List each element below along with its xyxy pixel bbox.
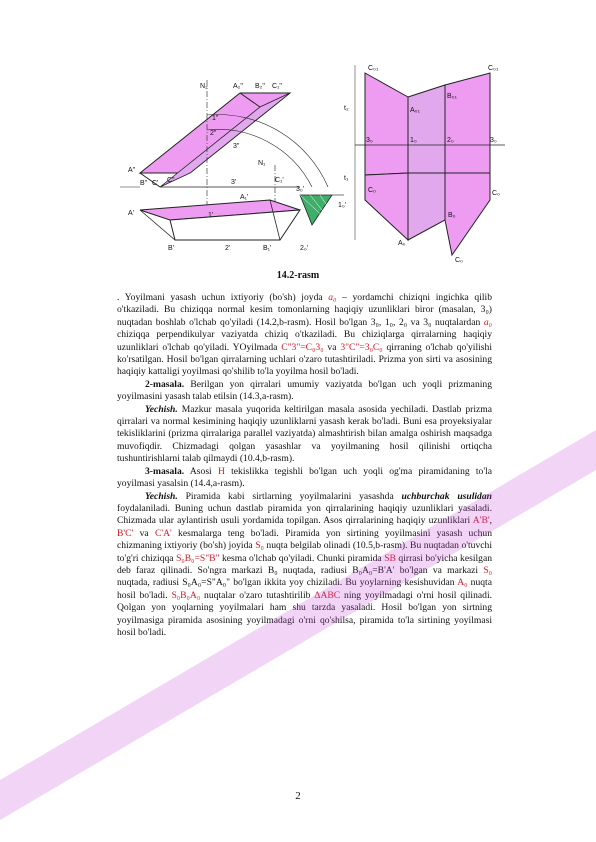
label-t-up: t₂ — [344, 105, 349, 112]
problem-label: 3-masala. — [145, 465, 185, 477]
text-run: kesmalarga teng bo'ladi. Piramida yon sirtining yoyilmasini yasash uchun chizmaning ixtiyoriy (bo'sh) joyida — [117, 527, 492, 552]
highlight: S₀B₀=S"B" — [176, 552, 220, 564]
label-1p: 1' — [208, 212, 214, 219]
text-run: Mazkur masala yuqorida keltirilgan masala asosida yechiladi. Dastlab prizma qirralari va normal kesimining haqiqiy uzunliklarni yasash kerak bo'ladi. Buni esa proyeksiyalar tekisliklarini (prizma qirralariga parallel vaziyatda) almashtirish bilan amalga oshirish maqsadga muvofiqdir. Chizmadagi qolgan yasashlar va yoyilmaning hosil qilinishi ortiqcha tushuntirishlarni talab qilmaydi (10.4,b-rasm). — [117, 403, 492, 465]
highlight: B'C' — [117, 527, 134, 539]
label-b1p: B₁' — [263, 245, 272, 252]
label-a0: A₀ — [398, 240, 406, 247]
label-a2: A₂" — [233, 83, 243, 90]
paragraph-1 — [117, 292, 492, 379]
text-run: qirrasi bo'yicha kesilgan deb faraz qilinadi. So'ngra markazi B₀ nuqtada, radiusi B₀A₀=B'A' bo'lgan va markazi — [117, 552, 493, 576]
text-run: tekislikka tegishli bo'lgan uch yoqli og'ma piramidaning to'la yoyilmasi yasalsin (14.4,a-rasm). — [117, 465, 493, 490]
label-a-pp: A" — [128, 167, 136, 174]
development-face-5 — [408, 173, 445, 240]
label-a01: A₀₁ — [410, 107, 420, 114]
label-2-0: 2₀' — [300, 245, 309, 252]
text-run: va — [323, 341, 341, 353]
text-run: ning yoyilmadagi o'rni hosil qilinadi. Qolgan yon yoqlarning yoyilmalari ham shu tarzda yasaladi. Hosil bo'lgan yon sirtning yoyilmasiga piramida asosining yoyilmadagi o'rni qo'shilsa, piramida to'la sirtining yoyilmasi hosil bo'ladi. — [117, 589, 493, 638]
text-run: chiziqqa perpendikulyar vaziyatda chiziq o'tkaziladi. Bu chiziqlarga qirralarning haqiqiy uzunliklari o'lchab qo'yiladi. YOyilmada — [117, 329, 492, 353]
label-b01: B₀₁ — [447, 93, 457, 100]
text-run: nuqtalar o'zaro tutashtirilib — [200, 589, 315, 601]
highlight: A'B' — [472, 515, 490, 527]
text-run: , — [489, 515, 492, 527]
highlight: SB — [384, 552, 396, 564]
label-3-0c: 3₀ — [490, 137, 497, 144]
method-name: uchburchak usulidan — [401, 490, 492, 502]
label-3pp: 3" — [233, 143, 240, 150]
label-3-0: 3₀' — [296, 186, 305, 193]
label-c0: C₀ — [368, 187, 376, 194]
paragraph-4 — [117, 466, 492, 491]
solution-label: Yechish. — [145, 403, 178, 415]
highlight: S₀ — [483, 564, 492, 576]
label-2-0b: 2₀ — [447, 137, 454, 144]
highlight: a₀ — [328, 292, 337, 303]
label-n2: N₂ — [200, 83, 208, 90]
text-run: . Yoyilmani yasash uchun ixtiyoriy (bo'sh) joyda — [117, 292, 329, 303]
label-t-low: t₁ — [344, 175, 349, 182]
development-face-1 — [365, 73, 408, 175]
highlight: ΔABC — [314, 589, 341, 601]
label-b-pp: B" — [140, 180, 148, 187]
text-run: nuqta belgilab olinadi (10.5,b-rasm). Bu nuqtadan o'tuvchi to'g'ri chiziqqa — [117, 540, 492, 564]
problem-label: 2-masala. — [145, 378, 185, 390]
label-ap: A' — [128, 210, 135, 217]
label-c01: C₀₁ — [368, 65, 379, 72]
text-run: Berilgan yon qirralari umumiy vaziyatda bo'lgan uch yoqli prizmaning yoyilmasini yasash talab etilsin (14.3,a-rasm). — [117, 378, 492, 403]
label-c-pp: C" — [167, 177, 175, 184]
label-b2: B₂" — [255, 83, 265, 90]
label-c0c: C₀ — [455, 257, 463, 264]
label-a1p: A₁' — [240, 194, 249, 201]
highlight: 3"C"=3₀C₀ — [340, 341, 383, 353]
figure-caption: 14.2-rasm — [276, 270, 320, 281]
label-c1p: C₁' — [275, 177, 284, 184]
label-3p: 3' — [231, 179, 237, 186]
label-c2: C₁" — [272, 83, 282, 90]
text-run: nuqta hosil bo'ladi. — [117, 577, 492, 601]
label-n1: N₁ — [258, 160, 266, 167]
text-run: foydalaniladi. Buning uchun dastlab piramida yon qirralarining haqiqiy uzunliklari yasaladi. Chizmada ular aylantirish usuli yordamida topilgan. Asos qirralarining haqiqiy uzunliklari — [117, 502, 492, 527]
label-b0: B₀ — [448, 212, 456, 219]
development-face-2 — [408, 85, 445, 173]
figure-14-2 — [100, 55, 520, 270]
body-text — [117, 292, 492, 639]
text-run: – yordamchi chiziqni ingichka qilib o'tkaziladi. Bu chiziqqa normal kesim tomonlarning haqiqiy uzunliklari biror (masalan, 3₀) nuqtadan boshlab o'lchab qo'yiladi (14.2,b-rasm). Hosil bo'lgan 3₀, 1₀, 2₀ va 3₀ nuqtalardan — [117, 292, 493, 328]
label-1-0: 1₀ — [410, 137, 417, 144]
development-face-3 — [445, 73, 490, 173]
highlight: S₀B₀A₀ — [171, 589, 201, 601]
label-c01b: C₀₁ — [488, 65, 499, 72]
text-run: va — [133, 527, 155, 539]
text-run: qirraning o'lchab qo'yilishi ko'rsatilgan. Hosil bo'lgan qirralarning uchlari o'zaro tutashtiriladi. Prizma yon sirti va asosining haqiqiy kattaligi yoyilmasi qo'shilib to'la yoyilma hosil bo'ladi. — [117, 341, 492, 378]
label-1pp: 1" — [212, 115, 219, 122]
label-c0b: C₀ — [492, 190, 500, 197]
highlight: H — [217, 465, 225, 477]
paragraph-3 — [117, 404, 492, 466]
label-c-p: C' — [152, 180, 159, 187]
label-3-0b: 3₀ — [366, 137, 373, 144]
text-run: nuqtada, radiusi S₀A₀=S"A₀" bo'lgan ikkita yoy chiziladi. Bu yoylarning kesishuvidan — [117, 577, 458, 589]
page-number: 2 — [295, 790, 301, 802]
text-run: kesma o'lchab qo'yiladi. Chunki piramida — [219, 552, 385, 564]
solution-label: Yechish. — [145, 490, 178, 502]
highlight: a₀ — [483, 316, 492, 328]
highlight: A₀ — [457, 577, 468, 589]
highlight: S₀ — [255, 540, 264, 552]
text-run: Piramida kabi sirtlarning yoyilmalarini yasashda — [177, 490, 402, 502]
label-2p: 2' — [225, 245, 231, 252]
highlight: C"3"=C₀3₀ — [281, 341, 324, 353]
highlight: C'A' — [154, 527, 172, 539]
paragraph-5 — [117, 491, 492, 640]
text-run: Asosi — [184, 465, 218, 477]
paragraph-2 — [117, 379, 492, 404]
development-face-4 — [365, 173, 408, 240]
label-1-0p: 1₀' — [338, 202, 347, 209]
prism-drawing — [100, 55, 520, 270]
label-2pp: 2" — [210, 130, 217, 137]
label-bp: B' — [168, 245, 175, 252]
